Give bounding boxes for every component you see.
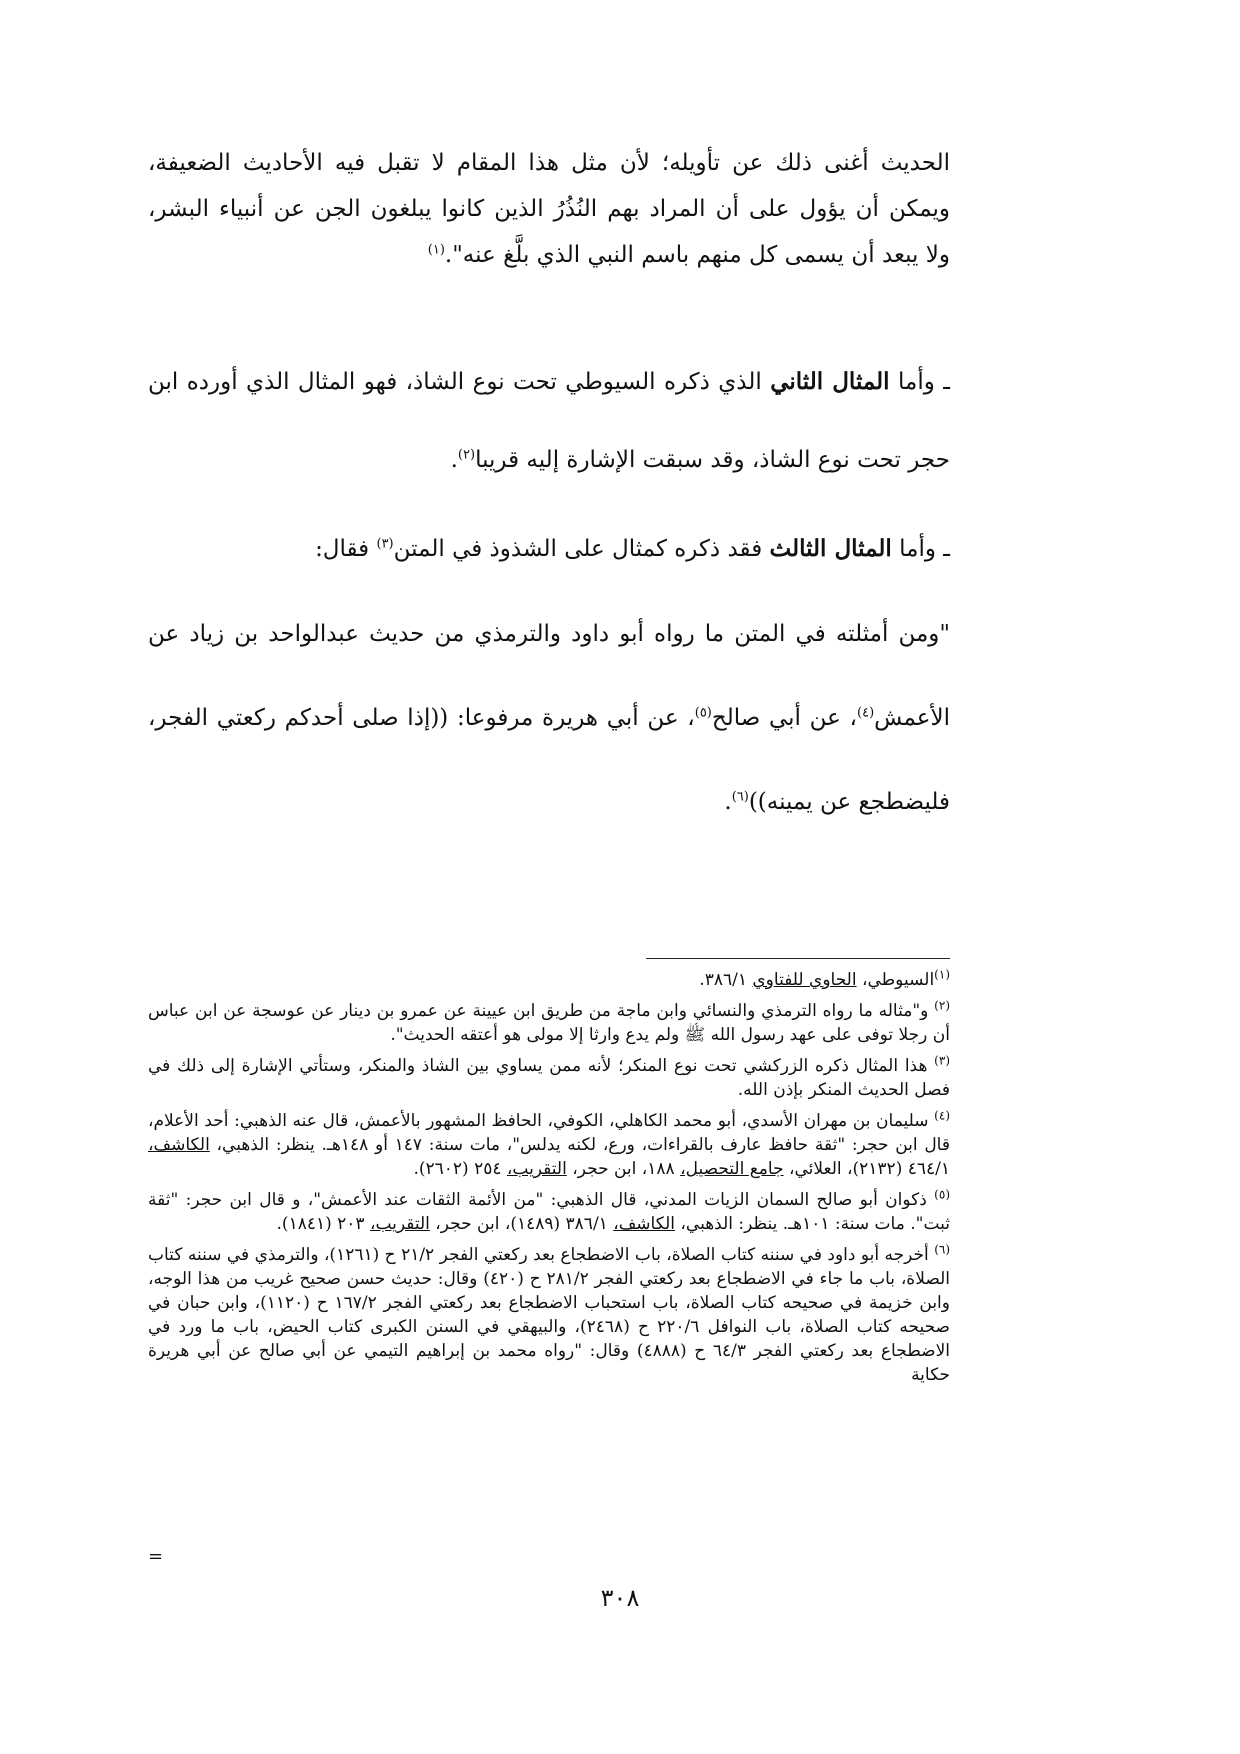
- footnotes: [148, 968, 950, 1394]
- book-title: الكاشف،: [613, 1214, 676, 1234]
- footnote-3: [148, 1054, 950, 1102]
- footnote-reference[interactable]: (١): [427, 242, 445, 258]
- text-segment: الأعمش: [874, 705, 950, 731]
- page-number: ٣٠٨: [600, 1584, 640, 1612]
- footnote-reference[interactable]: (٦): [731, 789, 749, 805]
- text-segment: ، عن أبي صالح: [711, 705, 857, 731]
- footnote-text: ٣٨٦/١ (١٤٨٩)، ابن حجر،: [429, 1214, 614, 1234]
- text-line: الحديث أغنى ذلك عن تأويله؛ لأن مثل هذا المقام لا تقبل فيه الأحاديث الضعيفة،: [148, 150, 950, 176]
- paragraph-third-example: [148, 530, 950, 568]
- footnote-mark: (١): [934, 967, 950, 982]
- text-segment: حجر تحت نوع الشاذ، وقد سبقت الإشارة إليه قريبا: [475, 447, 950, 473]
- footnote-mark: (٤): [934, 1108, 950, 1123]
- text-line: ويمكن أن يؤول على أن المراد بهم النُذُرُ الذين كانوا يبلغون الجن عن أنبياء البشر،: [148, 196, 951, 222]
- footnote-6: [148, 1243, 950, 1387]
- footnote-text: سليمان بن مهران الأسدي، أبو محمد الكاهلي، الكوفي، الحافظ المشهور بالأعمش، قال عنه الذهبي: أحد الأعلام، قال ابن حجر: "ثقة حافظ عارف بالقراءات، ورع، لكنه يدلس"، مات سنة: ١٤٧ أو ١٤٨هـ. ينظر: الذهبي،: [148, 1111, 950, 1155]
- footnote-text: السيوطي،: [856, 970, 935, 990]
- footnote-text: ٤٦٤/١ (٢١٣٢)، العلائي،: [783, 1159, 950, 1179]
- footnote-reference[interactable]: (٥): [694, 705, 712, 721]
- text-segment: .: [450, 447, 458, 473]
- bold-heading: المثال الثالث: [769, 535, 892, 562]
- continuation-mark: =: [148, 1546, 164, 1567]
- text-segment: .: [724, 789, 732, 815]
- text-segment: فقد ذكره كمثال على الشذوذ في المتن: [393, 536, 763, 562]
- paragraph-second-example: [148, 362, 950, 518]
- footnote-text: ٢٥٤ (٢٦٠٢).: [413, 1159, 507, 1179]
- footnote-2: [148, 999, 950, 1047]
- footnote-1: [148, 968, 950, 992]
- footnote-text: ٢٠٣ (١٨٤١).: [276, 1214, 370, 1234]
- footnote-4: [148, 1109, 950, 1181]
- book-title: التقريب،: [369, 1214, 430, 1234]
- book-title: التقريب،: [506, 1159, 567, 1179]
- text-segment: ـ وأما: [898, 369, 950, 395]
- text-line: [148, 782, 950, 866]
- footnote-text: ذكوان أبو صالح السمان الزيات المدني، قال الذهبي: "من الأئمة الثقات عند الأعمش"، و قال ابن حجر: "ثقة ثبت". مات سنة: ١٠١هـ. ينظر: الذهبي،: [148, 1190, 950, 1234]
- text-segment: ولا يبعد أن يسمى كل منهم باسم النبي الذي بلَّغ عنه".: [444, 242, 950, 268]
- footnote-mark: (٥): [934, 1187, 950, 1202]
- text-line: "ومن أمثلته في المتن ما رواه أبو داود والترمذي من حديث عبدالواحد بن زياد عن: [148, 621, 950, 647]
- footnote-mark: (٦): [934, 1242, 951, 1257]
- footnote-text: هذا المثال ذكره الزركشي تحت نوع المنكر؛ لأنه ممن يساوي بين الشاذ والمنكر، وستأتي الإشارة إلى ذلك في فصل الحديث المنكر بإذن الله.: [148, 1056, 950, 1100]
- footnote-reference[interactable]: (٣): [376, 536, 394, 552]
- footnote-text: ١٨٨، ابن حجر،: [566, 1159, 681, 1179]
- footnote-text: أخرجه أبو داود في سننه كتاب الصلاة، باب الاضطجاع بعد ركعتي الفجر ٢١/٢ ح (١٢٦١)، والترمذي في سننه كتاب الصلاة، باب ما جاء في الاضطجاع بعد ركعتي الفجر ٢٨١/٢ ح (٤٢٠) وقال: حديث حسن صحيح غريب من هذا الوجه، وابن خزيمة في صحيحه كتاب الصلاة، باب استحباب الاضطجاع بعد ركعتي الفجر ١٦٧/٢ ح (١١٢٠)، وابن حبان في صحيحه كتاب الصلاة، باب النوافل ٢٢٠/٦ ح (٢٤٦٨)، والبيهقي في السنن الكبرى كتاب الحيض، باب ما ورد في الاضطجاع بعد ركعتي الفجر ٦٤/٣ ح (٤٨٨٨) وقال: "رواه محمد بن إبراهيم التيمي عن أبي صالح عن أبي هريرة حكاية: [148, 1245, 951, 1385]
- text-segment: ـ وأما: [899, 536, 950, 562]
- footnote-separator: [646, 958, 950, 959]
- bold-heading: المثال الثاني: [770, 368, 890, 395]
- text-line: [148, 698, 950, 782]
- text-line: [148, 440, 950, 518]
- footnote-text: و"مثاله ما رواه الترمذي والنسائي وابن ماجة من طريق ابن عيينة عن عمرو بن دينار عن عوسجة عن ابن عباس أن رجلا توفى على عهد رسول الله ﷺ ولم يدع وارثا إلا مولى هو أعتقه الحديث".: [148, 1001, 950, 1045]
- text-segment: ، عن أبي هريرة مرفوعا: ((إذا صلى أحدكم ركعتي الفجر،: [148, 705, 695, 731]
- paragraph-quote-continuation: [148, 140, 950, 278]
- book-title: جامع التحصيل،: [680, 1159, 784, 1179]
- text-line: [148, 232, 950, 278]
- book-title: الحاوي للفتاوي: [752, 970, 857, 990]
- footnote-5: [148, 1188, 950, 1236]
- text-segment: فقال:: [315, 536, 370, 562]
- text-segment: فليضطجع عن يمينه)): [748, 789, 950, 815]
- book-title: الكاشف،: [148, 1135, 210, 1155]
- text-line: [148, 362, 950, 440]
- footnote-reference[interactable]: (٢): [457, 447, 476, 463]
- text-segment: الذي ذكره السيوطي تحت نوع الشاذ، فهو المثال الذي أورده ابن: [148, 369, 762, 395]
- paragraph-hadith-quote: [148, 614, 950, 866]
- footnote-mark: (٣): [934, 1053, 950, 1068]
- footnote-mark: (٢): [934, 998, 950, 1013]
- footnote-reference[interactable]: (٤): [857, 705, 875, 721]
- footnote-text: ٣٨٦/١.: [699, 970, 753, 990]
